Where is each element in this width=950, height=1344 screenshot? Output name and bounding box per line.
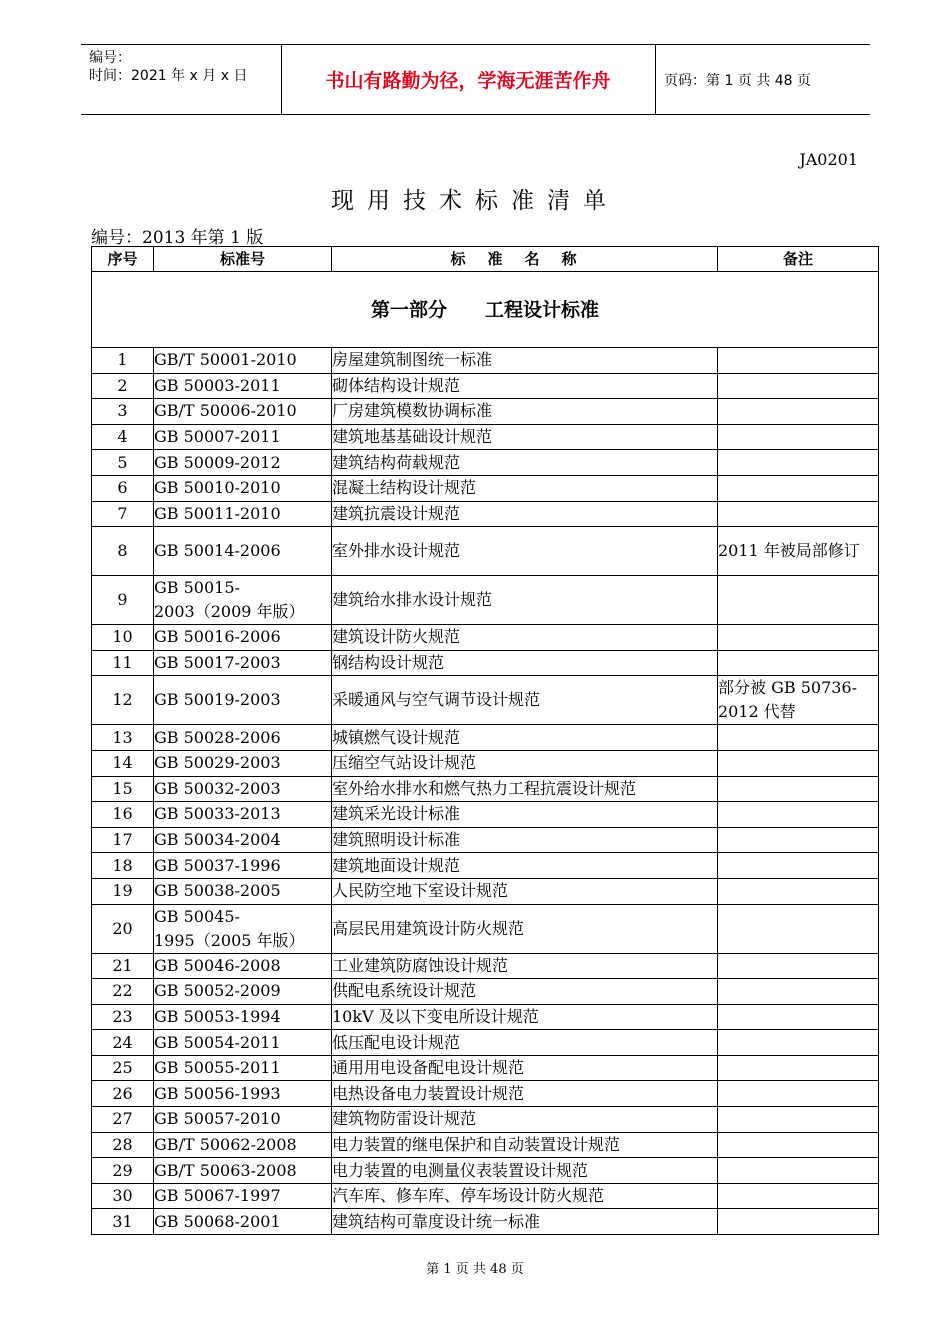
standard-code: GB/T 50006-2010 xyxy=(154,399,332,425)
page-title: 现用技术标准清单 xyxy=(331,188,619,214)
standard-code: GB 50017-2003 xyxy=(154,650,332,676)
row-number: 8 xyxy=(92,527,154,576)
standard-remark xyxy=(718,650,879,676)
standard-name: 建筑地基基础设计规范 xyxy=(332,424,718,450)
row-number: 21 xyxy=(92,953,154,979)
table-row xyxy=(92,853,879,879)
table-row xyxy=(92,1132,879,1158)
standard-code: GB 50034-2004 xyxy=(154,827,332,853)
row-number: 30 xyxy=(92,1183,154,1209)
standard-code: GB 50014-2006 xyxy=(154,527,332,576)
standard-remark xyxy=(718,424,879,450)
table-row xyxy=(92,676,879,725)
standards-table xyxy=(91,246,879,1235)
standard-name: 电热设备电力装置设计规范 xyxy=(332,1081,718,1107)
row-number: 14 xyxy=(92,750,154,776)
standard-code: GB 50053-1994 xyxy=(154,1004,332,1030)
row-number: 5 xyxy=(92,450,154,476)
standard-remark xyxy=(718,501,879,527)
table-row xyxy=(92,576,879,625)
table-row xyxy=(92,450,879,476)
standard-code: GB 50056-1993 xyxy=(154,1081,332,1107)
standard-code: GB 50029-2003 xyxy=(154,750,332,776)
header-code: 标准号 xyxy=(154,247,332,272)
table-row xyxy=(92,827,879,853)
standard-code: GB 50052-2009 xyxy=(154,979,332,1005)
table-row xyxy=(92,1107,879,1133)
standard-name: 建筑抗震设计规范 xyxy=(332,501,718,527)
standard-code: GB 50055-2011 xyxy=(154,1055,332,1081)
standard-remark xyxy=(718,1183,879,1209)
standard-code: GB 50067-1997 xyxy=(154,1183,332,1209)
row-number: 15 xyxy=(92,776,154,802)
table-row xyxy=(92,399,879,425)
standard-code: GB 50007-2011 xyxy=(154,424,332,450)
row-number: 31 xyxy=(92,1209,154,1235)
standard-remark xyxy=(718,878,879,904)
section-title: 第一部分 工程设计标准 xyxy=(92,272,879,348)
standard-name: 室外排水设计规范 xyxy=(332,527,718,576)
row-number: 16 xyxy=(92,802,154,828)
header-page-info: 页码：第 1 页 共 48 页 xyxy=(664,72,811,89)
standard-remark xyxy=(718,625,879,651)
standard-code: GB 50045- 1995（2005 年版） xyxy=(154,904,332,953)
header-time: 时间：2021 年 x 月 x 日 xyxy=(89,68,248,84)
table-row xyxy=(92,475,879,501)
header-no: 序号 xyxy=(92,247,154,272)
row-number: 12 xyxy=(92,676,154,725)
standard-remark xyxy=(718,750,879,776)
standard-name: 建筑结构可靠度设计统一标准 xyxy=(332,1209,718,1235)
standard-code: GB/T 50001-2010 xyxy=(154,348,332,374)
row-number: 2 xyxy=(92,373,154,399)
table-row xyxy=(92,625,879,651)
row-number: 29 xyxy=(92,1158,154,1184)
standard-remark xyxy=(718,725,879,751)
standard-name: 房屋建筑制图统一标准 xyxy=(332,348,718,374)
standard-remark xyxy=(718,853,879,879)
standard-name: 供配电系统设计规范 xyxy=(332,979,718,1005)
standard-remark xyxy=(718,802,879,828)
header-meta xyxy=(89,49,247,85)
document-code: JA0201 xyxy=(799,150,858,169)
standard-name: 采暖通风与空气调节设计规范 xyxy=(332,676,718,725)
standard-name: 压缩空气站设计规范 xyxy=(332,750,718,776)
standard-code: GB 50037-1996 xyxy=(154,853,332,879)
row-number: 19 xyxy=(92,878,154,904)
table-row xyxy=(92,802,879,828)
row-number: 4 xyxy=(92,424,154,450)
table-row xyxy=(92,776,879,802)
standard-code: GB 50003-2011 xyxy=(154,373,332,399)
header-id-label: 编号： xyxy=(89,50,131,66)
standard-remark xyxy=(718,348,879,374)
page-footer: 第 1 页 共 48 页 xyxy=(426,1262,524,1277)
standard-name: 钢结构设计规范 xyxy=(332,650,718,676)
table-row xyxy=(92,904,879,953)
standard-code: GB 50068-2001 xyxy=(154,1209,332,1235)
standard-name: 建筑地面设计规范 xyxy=(332,853,718,879)
page-header xyxy=(81,44,870,115)
standard-code: GB 50019-2003 xyxy=(154,676,332,725)
standard-remark xyxy=(718,953,879,979)
standard-remark: 2011 年被局部修订 xyxy=(718,527,879,576)
header-remark: 备注 xyxy=(718,247,879,272)
row-number: 26 xyxy=(92,1081,154,1107)
table-row xyxy=(92,348,879,374)
standard-name: 低压配电设计规范 xyxy=(332,1030,718,1056)
standard-code: GB 50009-2012 xyxy=(154,450,332,476)
standard-code: GB 50015- 2003（2009 年版） xyxy=(154,576,332,625)
standard-name: 人民防空地下室设计规范 xyxy=(332,878,718,904)
standard-name: 建筑设计防火规范 xyxy=(332,625,718,651)
standard-code: GB 50038-2005 xyxy=(154,878,332,904)
standard-code: GB/T 50062-2008 xyxy=(154,1132,332,1158)
standard-remark xyxy=(718,1209,879,1235)
row-number: 20 xyxy=(92,904,154,953)
standard-remark xyxy=(718,1132,879,1158)
standard-name: 10kV 及以下变电所设计规范 xyxy=(332,1004,718,1030)
standard-remark xyxy=(718,475,879,501)
standard-name: 工业建筑防腐蚀设计规范 xyxy=(332,953,718,979)
standard-name: 汽车库、修车库、停车场设计防火规范 xyxy=(332,1183,718,1209)
standard-name: 建筑结构荷载规范 xyxy=(332,450,718,476)
standard-name: 建筑给水排水设计规范 xyxy=(332,576,718,625)
table-row xyxy=(92,750,879,776)
standard-name: 通用用电设备配电设计规范 xyxy=(332,1055,718,1081)
table-row xyxy=(92,725,879,751)
standard-remark xyxy=(718,1158,879,1184)
standard-name: 高层民用建筑设计防火规范 xyxy=(332,904,718,953)
standard-name: 城镇燃气设计规范 xyxy=(332,725,718,751)
row-number: 7 xyxy=(92,501,154,527)
table-row xyxy=(92,1081,879,1107)
standard-code: GB 50016-2006 xyxy=(154,625,332,651)
table-row xyxy=(92,979,879,1005)
standard-remark xyxy=(718,373,879,399)
table-row xyxy=(92,527,879,576)
table-row xyxy=(92,1183,879,1209)
table-row xyxy=(92,1004,879,1030)
header-name: 标准名称 xyxy=(332,247,718,272)
standard-name: 砌体结构设计规范 xyxy=(332,373,718,399)
standard-code: GB 50046-2008 xyxy=(154,953,332,979)
table-row xyxy=(92,878,879,904)
row-number: 13 xyxy=(92,725,154,751)
standard-code: GB 50033-2013 xyxy=(154,802,332,828)
header-divider xyxy=(655,45,656,114)
standard-name: 建筑照明设计标准 xyxy=(332,827,718,853)
table-row xyxy=(92,650,879,676)
table-header-row xyxy=(92,247,879,272)
standard-remark xyxy=(718,576,879,625)
standard-name: 电力装置的继电保护和自动装置设计规范 xyxy=(332,1132,718,1158)
row-number: 23 xyxy=(92,1004,154,1030)
row-number: 3 xyxy=(92,399,154,425)
standard-remark xyxy=(718,1030,879,1056)
row-number: 9 xyxy=(92,576,154,625)
standard-remark xyxy=(718,1107,879,1133)
standard-code: GB 50054-2011 xyxy=(154,1030,332,1056)
row-number: 17 xyxy=(92,827,154,853)
standard-remark xyxy=(718,1055,879,1081)
standard-name: 建筑物防雷设计规范 xyxy=(332,1107,718,1133)
row-number: 6 xyxy=(92,475,154,501)
standard-remark xyxy=(718,979,879,1005)
row-number: 22 xyxy=(92,979,154,1005)
table-row xyxy=(92,1030,879,1056)
table-row xyxy=(92,953,879,979)
standard-code: GB 50010-2010 xyxy=(154,475,332,501)
row-number: 11 xyxy=(92,650,154,676)
row-number: 25 xyxy=(92,1055,154,1081)
table-row xyxy=(92,373,879,399)
standard-remark xyxy=(718,1004,879,1030)
row-number: 18 xyxy=(92,853,154,879)
standard-remark: 部分被 GB 50736-2012 代替 xyxy=(718,676,879,725)
standard-name: 室外给水排水和燃气热力工程抗震设计规范 xyxy=(332,776,718,802)
standard-name: 混凝土结构设计规范 xyxy=(332,475,718,501)
header-motto: 书山有路勤为径，学海无涯苦作舟 xyxy=(325,70,611,92)
table-row xyxy=(92,424,879,450)
standard-code: GB 50011-2010 xyxy=(154,501,332,527)
standard-remark xyxy=(718,1081,879,1107)
standard-code: GB 50032-2003 xyxy=(154,776,332,802)
standard-remark xyxy=(718,827,879,853)
table-row xyxy=(92,1209,879,1235)
standard-name: 建筑采光设计标准 xyxy=(332,802,718,828)
row-number: 1 xyxy=(92,348,154,374)
section-row xyxy=(92,272,879,348)
table-row xyxy=(92,1158,879,1184)
row-number: 28 xyxy=(92,1132,154,1158)
standard-name: 电力装置的电测量仪表装置设计规范 xyxy=(332,1158,718,1184)
standard-remark xyxy=(718,904,879,953)
standard-code: GB 50028-2006 xyxy=(154,725,332,751)
table-row xyxy=(92,501,879,527)
standard-code: GB 50057-2010 xyxy=(154,1107,332,1133)
row-number: 24 xyxy=(92,1030,154,1056)
row-number: 10 xyxy=(92,625,154,651)
table-row xyxy=(92,1055,879,1081)
standard-name: 厂房建筑模数协调标准 xyxy=(332,399,718,425)
row-number: 27 xyxy=(92,1107,154,1133)
standard-remark xyxy=(718,399,879,425)
standard-remark xyxy=(718,450,879,476)
standard-code: GB/T 50063-2008 xyxy=(154,1158,332,1184)
standard-remark xyxy=(718,776,879,802)
edition-label: 编号：2013 年第 1 版 xyxy=(91,228,264,248)
